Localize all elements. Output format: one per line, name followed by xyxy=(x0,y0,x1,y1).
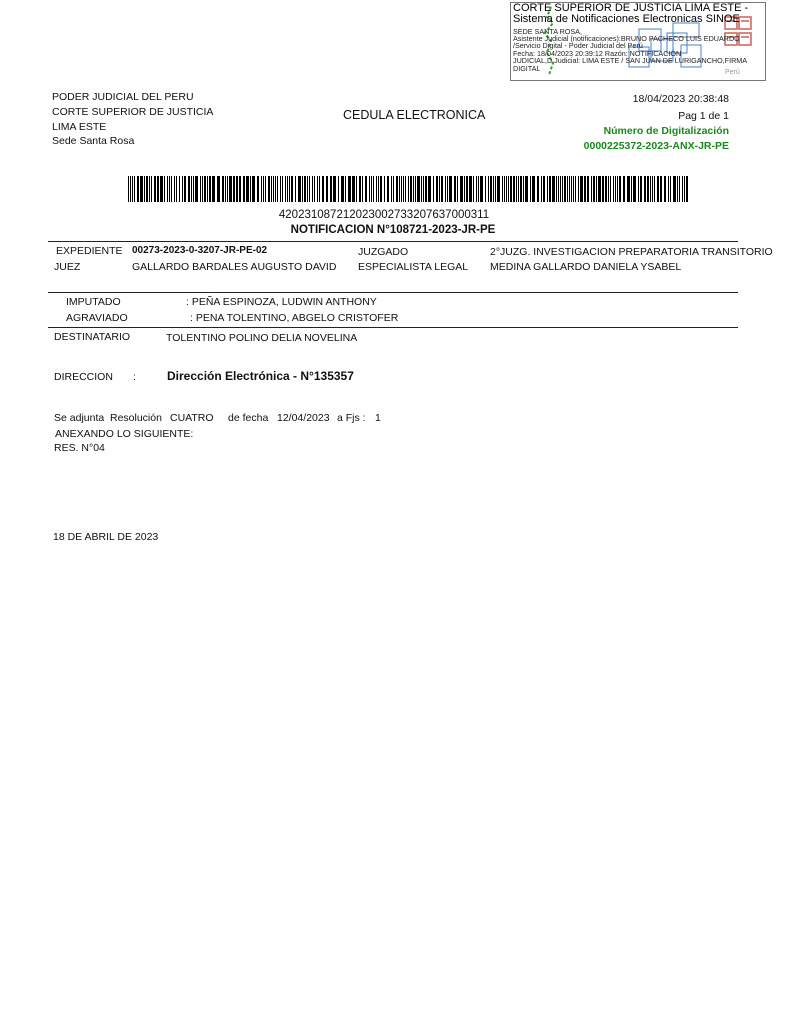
print-datetime: 18/04/2023 20:38:48 xyxy=(632,93,729,105)
fjs-label: a Fjs : xyxy=(337,412,366,424)
barcode xyxy=(128,176,688,202)
adjunta-text: Se adjunta xyxy=(54,412,105,424)
divider-middle xyxy=(48,292,738,293)
stamp-detail-4: Fecha: 18/04/2023 20:39:12 Razón: NOTIFICACIÓN xyxy=(513,49,682,58)
agraviado-value: : PENA TOLENTINO, ABGELO CRISTOFER xyxy=(190,312,399,324)
imputado-label: IMPUTADO xyxy=(66,296,121,308)
juzgado-label: JUZGADO xyxy=(358,246,409,258)
stamp-detail-2: Asistente Judicial (notificaciones):BRUNO PACHECO LUIS EDUARDO xyxy=(513,34,740,43)
resolucion-label: Resolución xyxy=(110,412,162,424)
juez-value: GALLARDO BARDALES AUGUSTO DAVID xyxy=(132,261,337,273)
document-date: 18 DE ABRIL DE 2023 xyxy=(53,531,159,543)
divider-top xyxy=(48,241,738,242)
resolucion-number: CUATRO xyxy=(170,412,214,424)
divider-bottom xyxy=(48,327,738,328)
juez-label: JUEZ xyxy=(54,261,81,273)
digital-signature-stamp xyxy=(510,2,766,81)
juzgado-value: 2°JUZG. INVESTIGACION PREPARATORIA TRANSITORIO xyxy=(490,246,773,258)
fjs-value: 1 xyxy=(375,412,381,424)
org-line-3: LIMA ESTE xyxy=(52,121,107,133)
direccion-label: DIRECCION xyxy=(54,371,113,383)
especialista-value: MEDINA GALLARDO DANIELA YSABEL xyxy=(490,261,682,273)
stamp-detail-5: JUDICIAL,D.Judicial: LIMA ESTE / SAN JUAN DE LURIGANCHO,FIRMA xyxy=(513,56,748,65)
digitalization-label: Número de Digitalización xyxy=(603,125,729,137)
destinatario-value: TOLENTINO POLINO DELIA NOVELINA xyxy=(166,332,358,344)
org-line-4: Sede Santa Rosa xyxy=(52,135,135,147)
direccion-colon: : xyxy=(133,371,136,383)
stamp-detail-1: SEDE SANTA ROSA, xyxy=(513,27,582,36)
expediente-value: 00273-2023-0-3207-JR-PE-02 xyxy=(132,245,268,256)
barcode-number: 420231087212023002733207637000311 xyxy=(278,209,490,221)
especialista-label: ESPECIALISTA LEGAL xyxy=(358,261,469,273)
digitalization-number: 0000225372-2023-ANX-JR-PE xyxy=(583,140,729,152)
org-line-1: PODER JUDICIAL DEL PERU xyxy=(52,91,194,103)
org-line-2: CORTE SUPERIOR DE JUSTICIA xyxy=(52,106,214,118)
stamp-line-1: CORTE SUPERIOR DE JUSTICIA LIMA ESTE - xyxy=(513,2,749,14)
attachment-item: RES. N°04 xyxy=(54,442,105,454)
stamp-detail-3: /Servicio Digital - Poder Judicial del Perú xyxy=(513,41,643,50)
anexando-text: ANEXANDO LO SIGUIENTE: xyxy=(55,428,194,440)
page-number: Pag 1 de 1 xyxy=(678,110,729,122)
direccion-value: Dirección Electrónica - N°135357 xyxy=(167,369,354,383)
imputado-value: : PEÑA ESPINOZA, LUDWIN ANTHONY xyxy=(186,296,377,308)
notification-number: NOTIFICACION N°108721-2023-JR-PE xyxy=(290,224,496,236)
stamp-logo-text: Perú xyxy=(725,69,740,76)
stamp-line-2: Sistema de Notificaciones Electronicas SINOE xyxy=(513,13,740,25)
document-title: CEDULA ELECTRONICA xyxy=(343,108,486,122)
expediente-label: EXPEDIENTE xyxy=(56,245,123,257)
de-fecha-label: de fecha xyxy=(228,412,269,424)
destinatario-label: DESTINATARIO xyxy=(54,331,131,343)
stamp-detail-6: DIGITAL xyxy=(513,64,541,73)
resolucion-date: 12/04/2023 xyxy=(277,412,330,424)
agraviado-label: AGRAVIADO xyxy=(66,312,128,324)
